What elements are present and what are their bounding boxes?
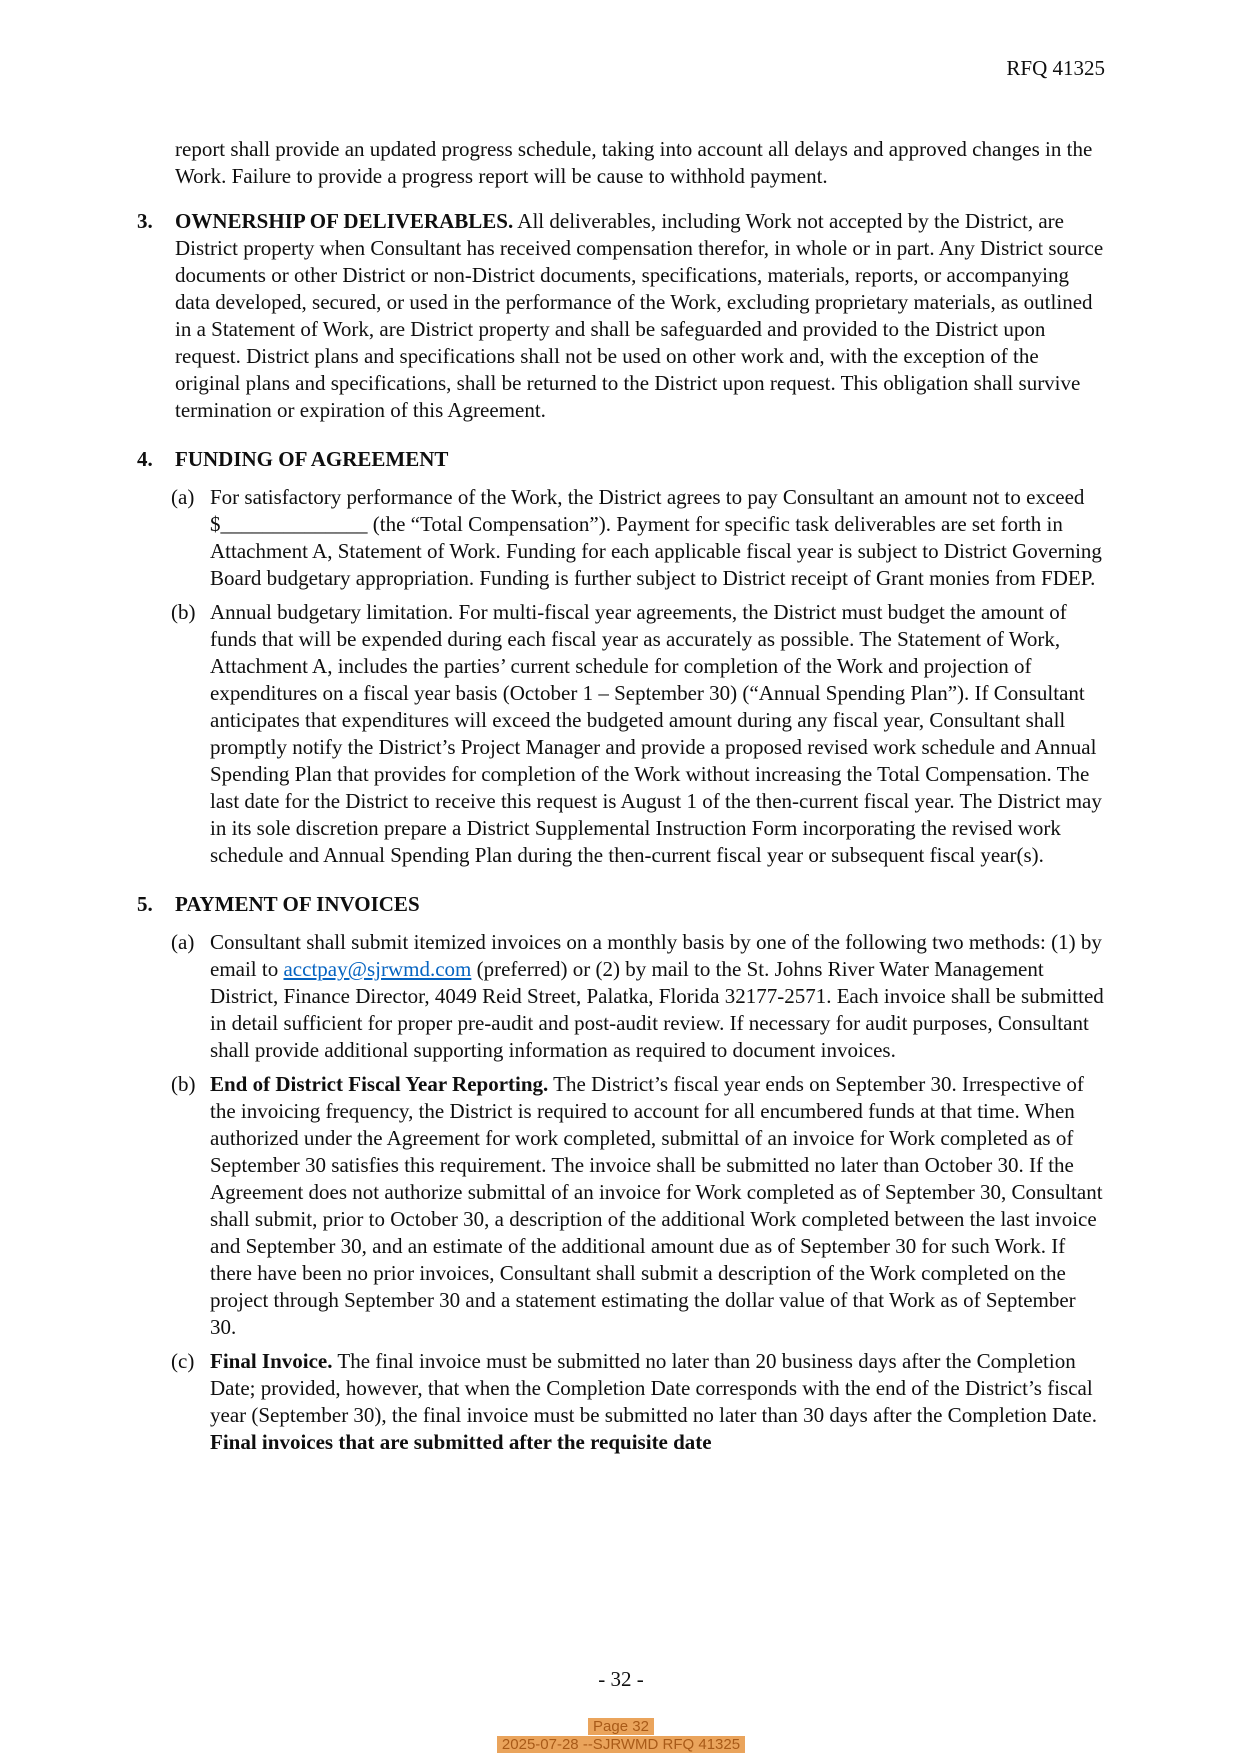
- subsection-5c-label: (c): [171, 1349, 195, 1373]
- text-run: For satisfactory performance of the Work, the District agrees to pay Consultant an amount not to exceed $______________ (the “Total Compensation”). Payment for specific task deliverables are set forth in Attachment A, Statement of Work. Funding for each applicable fiscal year is subject to District Governing Board budgetary appropriation. Funding is further subject to District receipt of Grant monies from FDEP.: [210, 485, 1102, 590]
- subsection-5a: [171, 929, 1105, 1064]
- text-run: report shall provide an updated progress schedule, taking into account all delays and approved changes in the Work. Failure to provide a progress report will be cause to withhold payment.: [175, 137, 1093, 188]
- rfq-number: RFQ 41325: [1006, 56, 1105, 80]
- subsection-5a-label: (a): [171, 930, 195, 954]
- email-link[interactable]: acctpay@sjrwmd.com: [283, 957, 472, 981]
- subsection-4b-paragraph: [210, 599, 1105, 869]
- text-run: (preferred) or (2) by mail to the St. Johns River Water Management District, Finance Director, 4049 Reid Street, Palatka, Florida 32177-2571. Each invoice shall be submitted in detail sufficient for proper pre-audit and post-audit review. If necessary for audit purposes, Consultant shall provide additional supporting information as required to document invoices.: [210, 957, 1104, 1062]
- subsection-5b-paragraph: [210, 1071, 1105, 1341]
- paragraph-continuation: [175, 136, 1105, 190]
- page-number: - 32 -: [598, 1667, 644, 1691]
- subsection-5b-label: (b): [171, 1072, 196, 1096]
- section-3-number: 3.: [137, 209, 153, 233]
- section-3-row: [137, 208, 1105, 424]
- subsection-4a-label: (a): [171, 485, 195, 509]
- subsection-5a-paragraph: [210, 929, 1105, 1064]
- text-run: The District’s fiscal year ends on September 30. Irrespective of the invoicing frequency, the District is required to account for all encumbered funds at that time. When authorized under the Agreement for work completed, submittal of an invoice for Work completed as of September 30 satisfies this requirement. The invoice shall be submitted no later than October 30. If the Agreement does not authorize submittal of an invoice for Work completed as of September 30, Consultant shall submit, prior to October 30, a description of the additional Work completed between the last invoice and September 30, and an estimate of the additional amount due as of September 30 for such Work. If there have been no prior invoices, Consultant shall submit a description of the Work completed on the project through September 30 and a statement estimating the dollar value of that Work as of September 30.: [210, 1072, 1103, 1339]
- stamp-page-label: Page 32: [588, 1718, 654, 1735]
- text-run: All deliverables, including Work not accepted by the District, are District property when Consultant has received compensation therefor, in whole or in part. Any District source documents or other District or non-District documents, specifications, materials, reports, or accompanying data developed, secured, or used in the performance of the Work, excluding proprietary materials, as outlined in a Statement of Work, are District property and shall be safeguarded and provided to the District upon request. District plans and specifications shall not be used on other work and, with the exception of the original plans and specifications, shall be returned to the District upon request. This obligation shall survive termination or expiration of this Agreement.: [175, 209, 1104, 422]
- bold-text-run: Final Invoice.: [210, 1349, 333, 1373]
- stamp-doc-label: 2025-07-28 --SJRWMD RFQ 41325: [497, 1736, 745, 1753]
- section-4-number: 4.: [137, 447, 153, 471]
- subsection-4a: [171, 484, 1105, 592]
- subsection-5b: [171, 1071, 1105, 1341]
- bold-text-run: End of District Fiscal Year Reporting.: [210, 1072, 549, 1096]
- bold-text-run: OWNERSHIP OF DELIVERABLES.: [175, 209, 514, 233]
- subsection-5c: [171, 1348, 1105, 1456]
- subsection-4a-paragraph: [210, 484, 1105, 592]
- footer-stamp: [0, 1718, 1242, 1753]
- section-4-heading-row: [137, 446, 1105, 473]
- text-run: The final invoice must be submitted no later than 20 business days after the Completion Date; provided, however, that when the Completion Date corresponds with the end of the District’s fiscal year (September 30), the final invoice must be submitted no later than 30 days after the Completion Date.: [210, 1349, 1097, 1427]
- section-5-title: PAYMENT OF INVOICES: [175, 892, 420, 916]
- section-4-funding: [137, 446, 1105, 869]
- section-3-ownership: [137, 208, 1105, 424]
- text-run: Consultant shall submit itemized invoices on a monthly basis by one of the following two methods: (1) by email to: [210, 930, 1102, 981]
- subsection-4b: [171, 599, 1105, 869]
- section-3-paragraph: [175, 208, 1105, 424]
- page-header: [137, 0, 1105, 82]
- section-4-title: FUNDING OF AGREEMENT: [175, 447, 449, 471]
- subsection-4b-label: (b): [171, 600, 196, 624]
- section-5-number: 5.: [137, 892, 153, 916]
- subsection-5c-paragraph: [210, 1348, 1105, 1456]
- text-run: Annual budgetary limitation. For multi-fiscal year agreements, the District must budget the amount of funds that will be expended during each fiscal year as accurately as possible. The Statement of Work, Attachment A, includes the parties’ current schedule for completion of the Work and projection of expenditures on a fiscal year basis (October 1 – September 30) (“Annual Spending Plan”). If Consultant anticipates that expenditures will exceed the budgeted amount during any fiscal year, Consultant shall promptly notify the District’s Project Manager and provide a proposed revised work schedule and Annual Spending Plan that provides for completion of the Work without increasing the Total Compensation. The last date for the District to receive this request is August 1 of the then-current fiscal year. The District may in its sole discretion prepare a District Supplemental Instruction Form incorporating the revised work schedule and Annual Spending Plan during the then-current fiscal year or subsequent fiscal year(s).: [210, 600, 1102, 867]
- bold-text-run: Final invoices that are submitted after the requisite date: [210, 1430, 712, 1454]
- section-5-heading-row: [137, 891, 1105, 918]
- section-5-payment: [137, 891, 1105, 1456]
